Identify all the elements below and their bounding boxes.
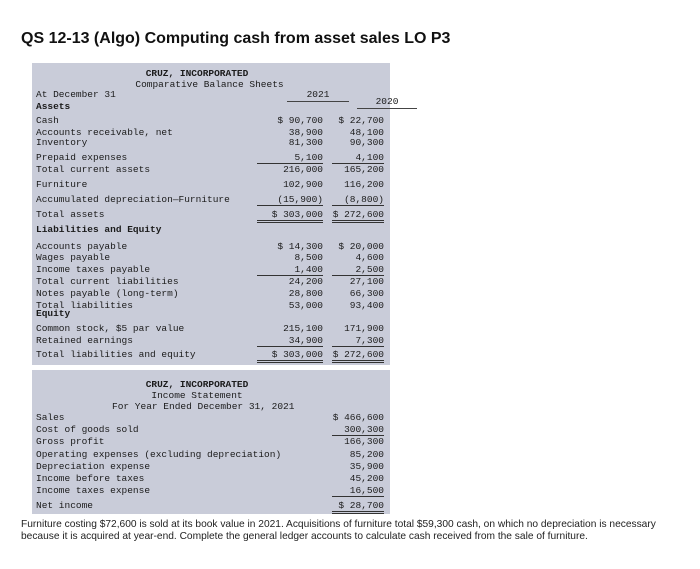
value-2020: (8,800)	[332, 194, 384, 206]
value-2021: $ 14,300	[277, 241, 323, 252]
is-row-label: Sales	[36, 412, 65, 423]
col-header-2021-rule	[287, 101, 349, 102]
row-label: Wages payable	[36, 252, 111, 263]
is-row-value: 300,300	[332, 424, 384, 436]
row-label: Total liabilities and equity	[36, 349, 196, 360]
value-2021: 81,300	[288, 137, 323, 148]
row-label: Common stock, $5 par value	[36, 323, 185, 334]
value-2020: 171,900	[344, 323, 384, 334]
row-label: Total current liabilities	[36, 276, 179, 287]
value-2021: 102,900	[283, 179, 323, 190]
is-row-label: Gross profit	[36, 436, 105, 447]
bs-company: CRUZ, INCORPORATED	[145, 68, 249, 79]
is-row-value: 45,200	[349, 473, 384, 484]
value-2020: 93,400	[349, 300, 384, 311]
equity-heading: Equity	[36, 308, 71, 319]
value-2020: 4,600	[355, 252, 384, 263]
value-2020: 116,200	[344, 179, 384, 190]
value-2021: 216,000	[283, 164, 323, 175]
value-2021: $ 303,000	[257, 349, 323, 363]
bs-date-label: At December 31	[36, 89, 116, 100]
row-label: Total current assets	[36, 164, 151, 175]
value-2020: $ 20,000	[338, 241, 384, 252]
col-header-2020-rule	[357, 108, 417, 109]
is-row-label: Depreciation expense	[36, 461, 151, 472]
row-label: Total liabilities	[36, 300, 133, 311]
value-2021: 28,800	[288, 288, 323, 299]
value-2020: 27,100	[349, 276, 384, 287]
col-header-2020: 2020	[375, 96, 399, 107]
row-label: Accounts payable	[36, 241, 128, 252]
is-row-value: $ 466,600	[332, 412, 384, 423]
page-title: QS 12-13 (Algo) Computing cash from asset sales LO P3	[21, 30, 451, 47]
assets-heading: Assets	[36, 101, 71, 112]
value-2020: 90,300	[349, 137, 384, 148]
value-2021: $ 303,000	[257, 209, 323, 223]
value-2021: 53,000	[288, 300, 323, 311]
is-row-label: Income taxes expense	[36, 485, 151, 496]
value-2020: 66,300	[349, 288, 384, 299]
bs-statement-title: Comparative Balance Sheets	[135, 79, 284, 90]
row-label: Income taxes payable	[36, 264, 151, 275]
income-statement	[32, 370, 390, 514]
row-label: Accumulated depreciation—Furniture	[36, 194, 230, 205]
is-row-value: 166,300	[344, 436, 384, 447]
liabilities-heading: Liabilities and Equity	[36, 224, 162, 235]
row-label: Furniture	[36, 179, 88, 190]
value-2021: 34,900	[257, 335, 323, 347]
value-2020: 165,200	[344, 164, 384, 175]
value-2021: 1,400	[257, 264, 323, 276]
value-2021: $ 90,700	[277, 115, 323, 126]
row-label: Accounts receivable, net	[36, 127, 173, 138]
is-row-label: Cost of goods sold	[36, 424, 139, 435]
is-row-value: $ 28,700	[332, 500, 384, 514]
balance-sheet	[32, 63, 399, 365]
is-period: For Year Ended December 31, 2021	[112, 401, 295, 412]
is-row-value: 35,900	[349, 461, 384, 472]
value-2021: (15,900)	[257, 194, 323, 206]
row-label: Prepaid expenses	[36, 152, 128, 163]
row-label: Notes payable (long-term)	[36, 288, 179, 299]
is-row-label: Income before taxes	[36, 473, 145, 484]
value-2020: 4,100	[332, 152, 384, 164]
value-2021: 24,200	[288, 276, 323, 287]
value-2020: 7,300	[332, 335, 384, 347]
row-label: Total assets	[36, 209, 105, 220]
value-2021: 215,100	[283, 323, 323, 334]
is-row-value: 16,500	[332, 485, 384, 497]
is-company: CRUZ, INCORPORATED	[145, 379, 249, 390]
value-2021: 5,100	[257, 152, 323, 164]
value-2020: $ 22,700	[338, 115, 384, 126]
value-2020: 2,500	[332, 264, 384, 276]
col-header-2021: 2021	[306, 89, 330, 100]
value-2020: $ 272,600	[332, 209, 384, 223]
is-row-label: Net income	[36, 500, 94, 511]
problem-instructions: Furniture costing $72,600 is sold at its book value in 2021. Acquisitions of furniture total $59,300 cash, on which no depreciation is necessary because it is acquired at year-end. Complete the general ledger accounts to calculate cash received from the sale of furniture.	[21, 519, 656, 542]
value-2021: 8,500	[294, 252, 323, 263]
is-statement-title: Income Statement	[151, 390, 243, 401]
value-2021: 38,900	[288, 127, 323, 138]
row-label: Inventory	[36, 137, 88, 148]
is-row-label: Operating expenses (excluding depreciation)	[36, 449, 282, 460]
row-label: Cash	[36, 115, 59, 126]
value-2020: 48,100	[349, 127, 384, 138]
is-row-value: 85,200	[349, 449, 384, 460]
value-2020: $ 272,600	[332, 349, 384, 363]
row-label: Retained earnings	[36, 335, 133, 346]
